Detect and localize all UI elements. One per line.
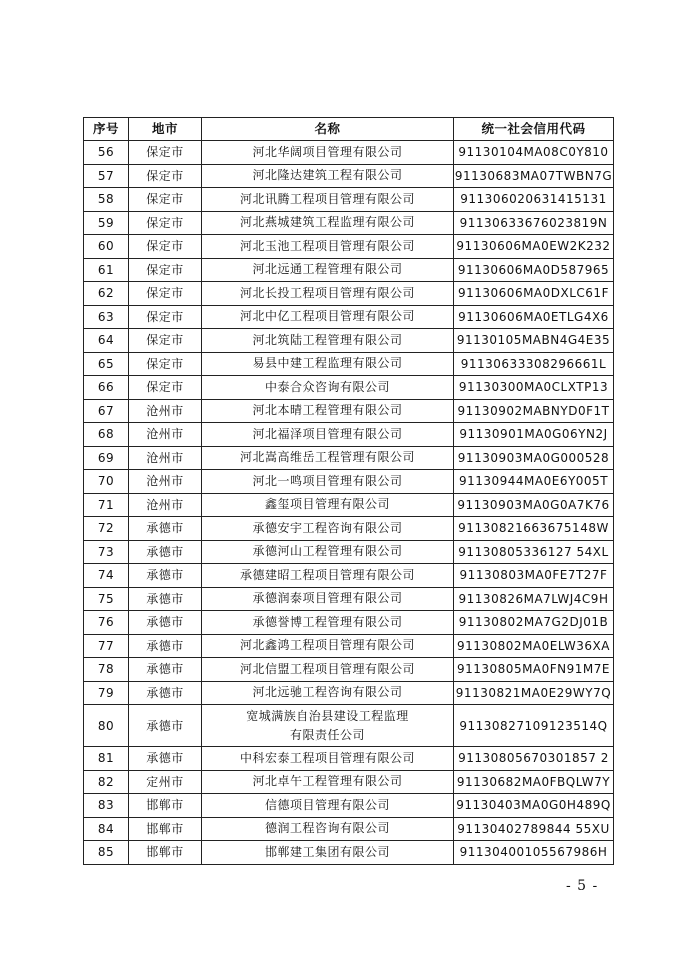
company-name-line: 有限责任公司 — [289, 727, 365, 742]
row-city: 承德市 — [129, 658, 202, 682]
row-company-name — [202, 540, 454, 564]
row-index: 78 — [84, 658, 129, 682]
row-index: 84 — [84, 817, 129, 841]
row-credit-code: 91130606MA0DXLC61F — [454, 282, 614, 306]
row-credit-code: 91130400105567986H — [454, 841, 614, 865]
row-index: 60 — [84, 235, 129, 259]
table-body — [84, 141, 614, 865]
row-credit-code: 91130803MA0FE7T27F — [454, 564, 614, 588]
row-company-name — [202, 564, 454, 588]
row-company-name — [202, 423, 454, 447]
company-name-line: 河北华阔项目管理有限公司 — [252, 144, 403, 159]
table-row — [84, 305, 614, 329]
row-city: 承德市 — [129, 747, 202, 771]
table-row — [84, 817, 614, 841]
row-index: 72 — [84, 517, 129, 541]
company-name-line: 河北本晴工程管理有限公司 — [252, 403, 403, 418]
row-credit-code: 91130821663675148W — [454, 517, 614, 541]
row-city: 沧州市 — [129, 399, 202, 423]
company-name-line: 信德项目管理有限公司 — [264, 797, 390, 812]
row-city: 承德市 — [129, 540, 202, 564]
row-city: 保定市 — [129, 329, 202, 353]
row-credit-code: 91130682MA0FBQLW7Y — [454, 770, 614, 794]
header-index: 序号 — [84, 118, 129, 141]
row-credit-code: 91130606MA0D587965 — [454, 258, 614, 282]
row-company-name — [202, 329, 454, 353]
row-company-name — [202, 141, 454, 165]
row-city: 邯郸市 — [129, 841, 202, 865]
row-index: 65 — [84, 352, 129, 376]
row-credit-code: 91130633308296661L — [454, 352, 614, 376]
row-city: 保定市 — [129, 352, 202, 376]
row-company-name — [202, 235, 454, 259]
row-credit-code: 91130683MA07TWBN7G — [454, 164, 614, 188]
company-registry-table — [83, 117, 614, 865]
row-city: 保定市 — [129, 305, 202, 329]
row-company-name — [202, 493, 454, 517]
header-name: 名称 — [202, 118, 454, 141]
company-name-line: 河北一鸣项目管理有限公司 — [252, 473, 403, 488]
row-city: 承德市 — [129, 517, 202, 541]
row-credit-code: 91130606MA0ETLG4X6 — [454, 305, 614, 329]
row-city: 承德市 — [129, 634, 202, 658]
page-number: - 5 - — [566, 878, 599, 894]
row-city: 承德市 — [129, 611, 202, 635]
row-company-name — [202, 164, 454, 188]
company-name-line: 河北长投工程项目管理有限公司 — [239, 285, 415, 300]
row-index: 76 — [84, 611, 129, 635]
table-row — [84, 423, 614, 447]
row-company-name — [202, 211, 454, 235]
table-row — [84, 794, 614, 818]
table-row — [84, 329, 614, 353]
row-city: 承德市 — [129, 681, 202, 705]
row-credit-code: 91130903MA0G0A7K76 — [454, 493, 614, 517]
table-row — [84, 611, 614, 635]
row-city: 承德市 — [129, 705, 202, 747]
table-row — [84, 705, 614, 747]
company-name-line: 河北筑陆工程管理有限公司 — [252, 332, 403, 347]
row-credit-code: 91130606MA0EW2K232 — [454, 235, 614, 259]
row-credit-code: 91130802MA0ELW36XA — [454, 634, 614, 658]
row-city: 承德市 — [129, 587, 202, 611]
table-row — [84, 399, 614, 423]
row-credit-code: 91130104MA08C0Y810 — [454, 141, 614, 165]
row-company-name — [202, 747, 454, 771]
row-credit-code: 91130402789844 55XU — [454, 817, 614, 841]
company-name-line: 中泰合众咨询有限公司 — [264, 379, 390, 394]
row-credit-code: 91130821MA0E29WY7Q — [454, 681, 614, 705]
table-row — [84, 258, 614, 282]
row-city: 邯郸市 — [129, 817, 202, 841]
row-city: 保定市 — [129, 141, 202, 165]
row-index: 83 — [84, 794, 129, 818]
row-index: 64 — [84, 329, 129, 353]
company-name-line: 宽城满族自治县建设工程监理 — [246, 708, 409, 723]
row-company-name — [202, 517, 454, 541]
table-row — [84, 211, 614, 235]
row-company-name — [202, 376, 454, 400]
table-row — [84, 376, 614, 400]
row-city: 邯郸市 — [129, 794, 202, 818]
company-name-line: 河北鑫鸿工程项目管理有限公司 — [239, 638, 415, 653]
table-row — [84, 634, 614, 658]
company-name-line: 河北隆达建筑工程有限公司 — [252, 168, 403, 183]
row-credit-code: 91130633676023819N — [454, 211, 614, 235]
row-company-name — [202, 446, 454, 470]
company-name-line: 河北信盟工程项目管理有限公司 — [239, 661, 415, 676]
row-city: 定州市 — [129, 770, 202, 794]
row-index: 75 — [84, 587, 129, 611]
company-name-line: 河北福泽项目管理有限公司 — [252, 426, 403, 441]
table-row — [84, 681, 614, 705]
table-row — [84, 540, 614, 564]
table-header-row — [84, 118, 614, 141]
row-index: 62 — [84, 282, 129, 306]
row-index: 66 — [84, 376, 129, 400]
company-name-line: 承德建昭工程项目管理有限公司 — [239, 567, 415, 582]
company-name-line: 承德安宇工程咨询有限公司 — [252, 520, 403, 535]
company-name-line: 河北中亿工程项目管理有限公司 — [239, 309, 415, 324]
table-row — [84, 188, 614, 212]
row-index: 59 — [84, 211, 129, 235]
row-city: 承德市 — [129, 564, 202, 588]
row-company-name — [202, 841, 454, 865]
row-credit-code: 91130805336127 54XL — [454, 540, 614, 564]
table-row — [84, 658, 614, 682]
row-company-name — [202, 658, 454, 682]
company-name-line: 河北嵩高维岳工程管理有限公司 — [239, 450, 415, 465]
row-company-name — [202, 188, 454, 212]
row-city: 保定市 — [129, 188, 202, 212]
row-index: 79 — [84, 681, 129, 705]
company-name-line: 德润工程咨询有限公司 — [264, 821, 390, 836]
table-row — [84, 747, 614, 771]
table-row — [84, 493, 614, 517]
row-credit-code: 91130403MA0G0H489Q — [454, 794, 614, 818]
row-city: 保定市 — [129, 258, 202, 282]
company-name-line: 河北玉池工程项目管理有限公司 — [239, 238, 415, 253]
row-index: 74 — [84, 564, 129, 588]
row-index: 82 — [84, 770, 129, 794]
row-index: 67 — [84, 399, 129, 423]
row-company-name — [202, 770, 454, 794]
row-index: 71 — [84, 493, 129, 517]
table-row — [84, 770, 614, 794]
row-credit-code: 91130802MA7G2DJ01B — [454, 611, 614, 635]
table-row — [84, 841, 614, 865]
row-city: 沧州市 — [129, 470, 202, 494]
row-index: 70 — [84, 470, 129, 494]
row-city: 沧州市 — [129, 423, 202, 447]
row-credit-code: 91130105MABN4G4E35 — [454, 329, 614, 353]
row-company-name — [202, 258, 454, 282]
row-company-name — [202, 470, 454, 494]
row-credit-code: 91130805MA0FN91M7E — [454, 658, 614, 682]
row-company-name — [202, 634, 454, 658]
table-row — [84, 235, 614, 259]
table-row — [84, 517, 614, 541]
table-row — [84, 282, 614, 306]
row-city: 保定市 — [129, 164, 202, 188]
company-name-line: 邯郸建工集团有限公司 — [264, 844, 390, 859]
company-name-line: 承德润泰项目管理有限公司 — [252, 591, 403, 606]
row-company-name — [202, 681, 454, 705]
header-city: 地市 — [129, 118, 202, 141]
row-city: 保定市 — [129, 376, 202, 400]
row-company-name — [202, 399, 454, 423]
row-credit-code: 91130901MA0G06YN2J — [454, 423, 614, 447]
row-company-name — [202, 587, 454, 611]
row-credit-code: 91130300MA0CLXTP13 — [454, 376, 614, 400]
row-index: 81 — [84, 747, 129, 771]
row-company-name — [202, 817, 454, 841]
row-city: 沧州市 — [129, 446, 202, 470]
row-credit-code: 911306020631415131 — [454, 188, 614, 212]
row-index: 63 — [84, 305, 129, 329]
company-name-line: 河北远驰工程咨询有限公司 — [252, 685, 403, 700]
company-name-line: 易县中建工程监理有限公司 — [252, 356, 403, 371]
header-credit-code: 统一社会信用代码 — [454, 118, 614, 141]
company-name-line: 河北远通工程管理有限公司 — [252, 262, 403, 277]
row-credit-code: 91130944MA0E6Y005T — [454, 470, 614, 494]
row-index: 80 — [84, 705, 129, 747]
row-credit-code: 91130805670301857 2 — [454, 747, 614, 771]
row-index: 85 — [84, 841, 129, 865]
row-credit-code: 91130827109123514Q — [454, 705, 614, 747]
row-city: 保定市 — [129, 235, 202, 259]
table-row — [84, 164, 614, 188]
row-company-name — [202, 352, 454, 376]
table-row — [84, 352, 614, 376]
table-row — [84, 470, 614, 494]
table-row — [84, 587, 614, 611]
company-name-line: 河北讯腾工程项目管理有限公司 — [239, 191, 415, 206]
row-credit-code: 91130902MABNYD0F1T — [454, 399, 614, 423]
row-index: 73 — [84, 540, 129, 564]
company-name-line: 鑫玺项目管理有限公司 — [264, 497, 390, 512]
row-index: 56 — [84, 141, 129, 165]
table-row — [84, 446, 614, 470]
row-company-name — [202, 305, 454, 329]
company-name-line: 承德河山工程管理有限公司 — [252, 544, 403, 559]
row-index: 61 — [84, 258, 129, 282]
company-name-line: 河北卓午工程管理有限公司 — [252, 774, 403, 789]
row-company-name — [202, 611, 454, 635]
row-credit-code: 91130903MA0G000528 — [454, 446, 614, 470]
company-name-line: 承德誉博工程管理有限公司 — [252, 614, 403, 629]
table-row — [84, 564, 614, 588]
row-credit-code: 91130826MA7LWJ4C9H — [454, 587, 614, 611]
row-index: 68 — [84, 423, 129, 447]
company-name-line: 河北燕城建筑工程监理有限公司 — [239, 215, 415, 230]
row-index: 57 — [84, 164, 129, 188]
row-city: 保定市 — [129, 282, 202, 306]
row-index: 58 — [84, 188, 129, 212]
row-index: 69 — [84, 446, 129, 470]
row-company-name — [202, 794, 454, 818]
table-row — [84, 141, 614, 165]
row-city: 沧州市 — [129, 493, 202, 517]
row-company-name — [202, 705, 454, 747]
row-index: 77 — [84, 634, 129, 658]
company-name-line: 中科宏泰工程项目管理有限公司 — [239, 750, 415, 765]
row-city: 保定市 — [129, 211, 202, 235]
row-company-name — [202, 282, 454, 306]
